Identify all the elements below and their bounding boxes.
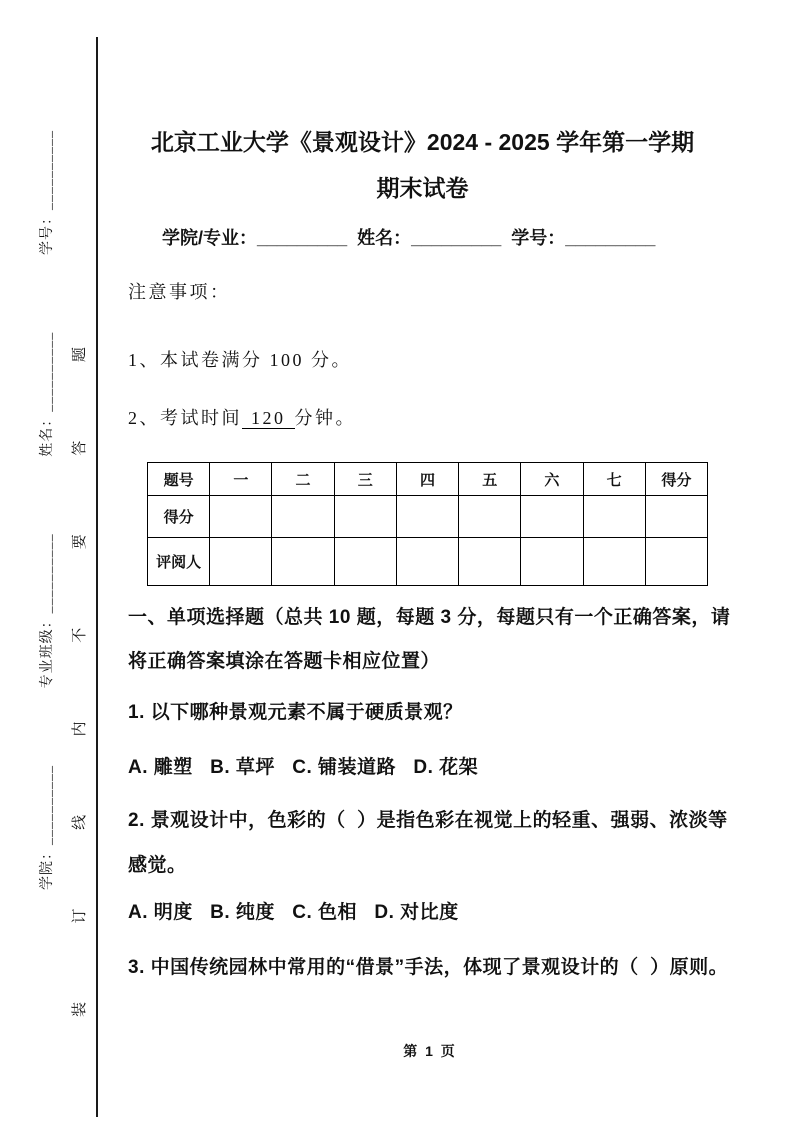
grader-cell-empty xyxy=(459,538,521,586)
score-table-header-cell: 六 xyxy=(521,463,583,496)
grader-cell-empty xyxy=(210,538,272,586)
exam-title-line2: 期末试卷 xyxy=(376,175,469,201)
margin-field-college xyxy=(36,765,56,890)
question-2-text-line1: 2. 景观设计中，色彩的（ ）是指色彩在视觉上的轻重、强弱、浓淡等 xyxy=(128,810,728,831)
grader-row-label: 评阅人 xyxy=(148,538,210,586)
grader-cell-empty xyxy=(272,538,334,586)
score-cell-empty xyxy=(459,496,521,538)
section1-title-line2: 将正确答案填涂在答题卡相应位置） xyxy=(128,651,441,672)
section1-title-line1: 一、单项选择题（总共 10 题，每题 3 分，每题只有一个正确答案，请 xyxy=(128,607,731,628)
score-table-header-cell: 一 xyxy=(210,463,272,496)
score-cell-empty xyxy=(334,496,396,538)
score-table-header-cell: 二 xyxy=(272,463,334,496)
score-table-header-cell: 五 xyxy=(459,463,521,496)
score-table-header-cell: 七 xyxy=(583,463,645,496)
margin-field-name-blank: __________ xyxy=(40,331,55,412)
score-cell-empty xyxy=(645,496,707,538)
notice-item-1: 1、本试卷满分 100 分。 xyxy=(128,350,352,370)
margin-field-college-blank: __________ xyxy=(40,765,55,845)
margin-field-class xyxy=(36,533,56,688)
exam-duration-value: 120 xyxy=(244,408,293,428)
question-3-text: 3. 中国传统园林中常用的“借景”手法，体现了景观设计的（ ）原则。 xyxy=(128,957,729,978)
binding-char: 要 xyxy=(71,534,88,550)
binding-char: 不 xyxy=(71,627,88,643)
binding-char: 装 xyxy=(71,1001,88,1017)
exam-title-line1: 北京工业大学《景观设计》2024 - 2025 学年第一学期 xyxy=(150,129,695,155)
field-gap xyxy=(501,228,511,248)
notice-heading: 注意事项： xyxy=(128,282,231,302)
grader-cell-empty xyxy=(396,538,458,586)
student-id-blank: _________ xyxy=(565,228,656,248)
score-table-header-cell: 三 xyxy=(334,463,396,496)
score-table-header-cell: 四 xyxy=(396,463,458,496)
score-table xyxy=(147,462,708,586)
score-cell-empty xyxy=(210,496,272,538)
margin-field-name-label: 姓名： xyxy=(40,411,55,457)
margin-field-id xyxy=(36,130,56,255)
margin-student-fields xyxy=(36,130,56,890)
binding-char: 线 xyxy=(71,814,88,830)
binding-char: 题 xyxy=(71,347,88,363)
question-2-text-line2: 感觉。 xyxy=(128,855,187,876)
grader-cell-empty xyxy=(521,538,583,586)
score-table-grader-row xyxy=(148,538,708,586)
margin-field-name xyxy=(36,332,56,457)
score-table-header-cell: 得分 xyxy=(645,463,707,496)
score-cell-empty xyxy=(396,496,458,538)
name-blank: _________ xyxy=(411,228,502,248)
grader-cell-empty xyxy=(334,538,396,586)
field-gap xyxy=(347,228,357,248)
score-table-score-row xyxy=(148,496,708,538)
score-cell-empty xyxy=(272,496,334,538)
question-1-options: A. 雕塑 B. 草坪 C. 铺装道路 D. 花架 xyxy=(128,757,479,778)
score-row-label: 得分 xyxy=(148,496,210,538)
student-id-label: 学号： xyxy=(511,228,566,248)
score-cell-empty xyxy=(521,496,583,538)
name-label: 姓名： xyxy=(357,228,412,248)
margin-field-class-label: 专业班级： xyxy=(40,613,55,689)
notice-item-2-prefix: 2、考试时间 xyxy=(128,408,242,428)
notice-item-2-suffix: 分钟。 xyxy=(294,408,356,428)
margin-field-class-blank: __________ xyxy=(40,533,55,614)
score-table-header-cell: 题号 xyxy=(148,463,210,496)
binding-char: 订 xyxy=(71,908,88,924)
binding-warning-text xyxy=(68,347,88,1017)
grader-cell-empty xyxy=(583,538,645,586)
margin-field-id-blank: __________ xyxy=(40,130,55,211)
notice-item-2 xyxy=(128,407,356,430)
margin-field-college-label: 学院： xyxy=(40,845,55,890)
question-2-options: A. 明度 B. 纯度 C. 色相 D. 对比度 xyxy=(128,902,459,923)
score-table-header-row xyxy=(148,463,708,496)
margin-field-id-label: 学号： xyxy=(40,210,55,256)
binding-char: 内 xyxy=(71,721,88,737)
student-info-line xyxy=(162,224,655,250)
college-major-label: 学院/专业： xyxy=(162,228,258,248)
college-major-blank: _________ xyxy=(257,228,348,248)
question-1-text: 1. 以下哪种景观元素不属于硬质景观？ xyxy=(128,702,463,723)
page-number: 第 1 页 xyxy=(403,1043,457,1059)
binding-line xyxy=(96,37,98,1117)
grader-cell-empty xyxy=(645,538,707,586)
score-cell-empty xyxy=(583,496,645,538)
binding-char: 答 xyxy=(71,440,88,456)
